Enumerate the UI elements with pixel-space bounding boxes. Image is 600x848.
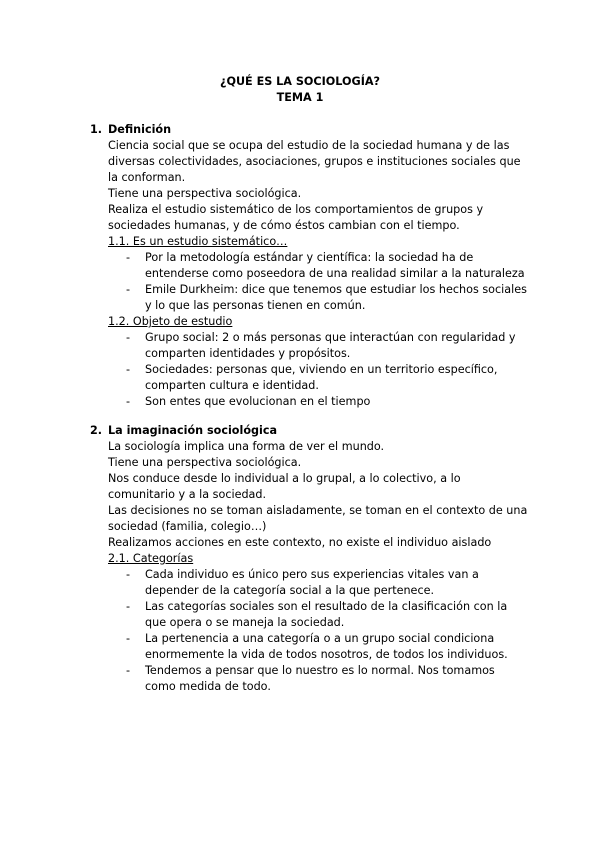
list-item: - La pertenencia a una categoría o a un grupo social condiciona enormemente la vida de todos nosotros, de todos los individuos. xyxy=(126,632,508,661)
document-subtitle: TEMA 1 xyxy=(276,91,324,104)
section-number: 2. xyxy=(90,424,103,437)
subsection-heading: 1.2. Objeto de estudio xyxy=(108,315,233,328)
section-number: 1. xyxy=(90,123,103,136)
list-item: - Sociedades: personas que, viviendo en un territorio específico, comparten cultura e identidad. xyxy=(126,363,498,392)
subsection-heading: 1.1. Es un estudio sistemático… xyxy=(108,235,288,248)
list-item: - Cada individuo es único pero sus experiencias vitales van a depender de la categoría social a la que pertenece. xyxy=(126,568,479,597)
bullet-list xyxy=(108,250,528,314)
section-body xyxy=(108,138,528,410)
section-body xyxy=(108,439,528,695)
bullet-dash: - xyxy=(126,632,131,645)
list-item: - Son entes que evolucionan en el tiempo xyxy=(126,395,371,408)
bullet-dash: - xyxy=(126,395,131,408)
paragraph: Tiene una perspectiva sociológica. xyxy=(108,187,302,200)
list-item: - Tendemos a pensar que lo nuestro es lo normal. Nos tomamos como medida de todo. xyxy=(126,664,495,693)
bullet-dash: - xyxy=(126,283,131,296)
bullet-dash: - xyxy=(126,664,131,677)
paragraph: Realizamos acciones en este contexto, no existe el individuo aislado xyxy=(108,536,492,549)
list-item: - Por la metodología estándar y científica: la sociedad ha de entenderse como poseedora de una realidad similar a la naturaleza xyxy=(126,251,525,280)
paragraph: Realiza el estudio sistemático de los comportamientos de grupos y sociedades humanas, y de cómo éstos cambian con el tiempo. xyxy=(108,203,484,232)
paragraph: Las decisiones no se toman aisladamente, se toman en el contexto de una sociedad (familia, colegio…) xyxy=(108,504,528,533)
bullet-dash: - xyxy=(126,363,131,376)
paragraph: Ciencia social que se ocupa del estudio de la sociedad humana y de las diversas colectividades, asociaciones, grupos e instituciones sociales que la conforman. xyxy=(108,139,521,184)
bullet-dash: - xyxy=(126,568,131,581)
list-item: - Las categorías sociales son el resultado de la clasificación con la que opera o se maneja la sociedad. xyxy=(126,600,508,629)
bullet-dash: - xyxy=(126,331,131,344)
section-heading xyxy=(90,423,277,439)
section-heading-text: La imaginación sociológica xyxy=(108,424,278,437)
bullet-list xyxy=(108,330,528,410)
section-heading-text: Definición xyxy=(108,123,172,136)
paragraph: La sociología implica una forma de ver el mundo. xyxy=(108,440,385,453)
list-item: - Emile Durkheim: dice que tenemos que estudiar los hechos sociales y lo que las personas tienen en común. xyxy=(126,283,527,312)
paragraph: Nos conduce desde lo individual a lo grupal, a lo colectivo, a lo comunitario y a la sociedad. xyxy=(108,472,461,501)
list-item: - Grupo social: 2 o más personas que interactúan con regularidad y comparten identidades y propósitos. xyxy=(126,331,516,360)
document-title: ¿QUÉ ES LA SOCIOLOGÍA? xyxy=(219,75,381,88)
paragraph: Tiene una perspectiva sociológica. xyxy=(108,456,302,469)
bullet-dash: - xyxy=(126,251,131,264)
subsection-heading: 2.1. Categorías xyxy=(108,552,194,565)
section-heading xyxy=(90,122,171,138)
bullet-dash: - xyxy=(126,600,131,613)
bullet-list xyxy=(108,567,528,695)
